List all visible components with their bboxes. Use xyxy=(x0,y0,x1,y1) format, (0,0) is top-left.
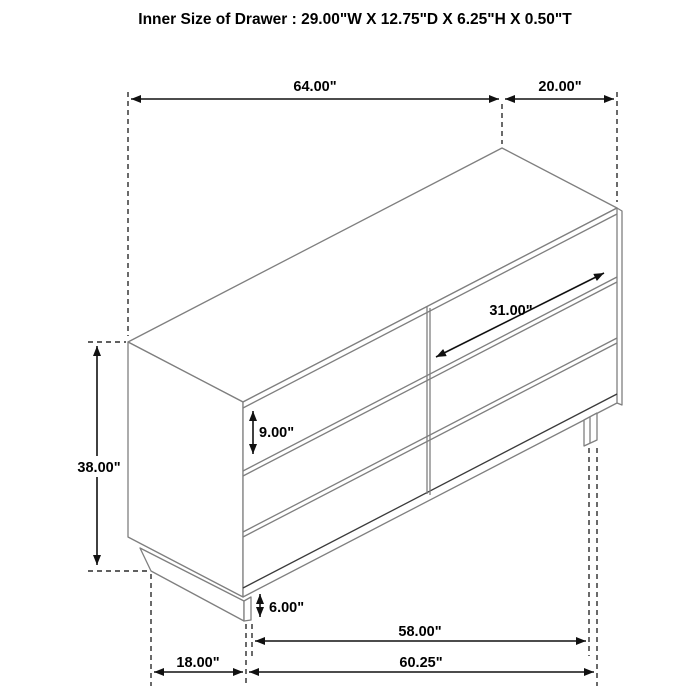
base-front-corner-post xyxy=(244,597,251,621)
label-side-floor-depth: 18.00" xyxy=(176,655,220,671)
label-drawer-width: 31.00" xyxy=(489,303,533,319)
label-drawer-height: 9.00" xyxy=(259,425,295,441)
label-base-front-width: 58.00" xyxy=(398,624,442,640)
label-floor-width: 60.25" xyxy=(399,655,443,671)
dresser-outline xyxy=(128,148,622,621)
label-base-height: 6.00" xyxy=(269,600,305,616)
label-overall-width: 64.00" xyxy=(293,79,337,95)
diagram-title: Inner Size of Drawer : 29.00"W X 12.75"D X 6.25"H X 0.50"T xyxy=(138,11,572,28)
label-overall-height: 38.00" xyxy=(77,460,121,476)
label-top-depth: 20.00" xyxy=(538,79,582,95)
dresser-right-edge xyxy=(617,208,622,405)
